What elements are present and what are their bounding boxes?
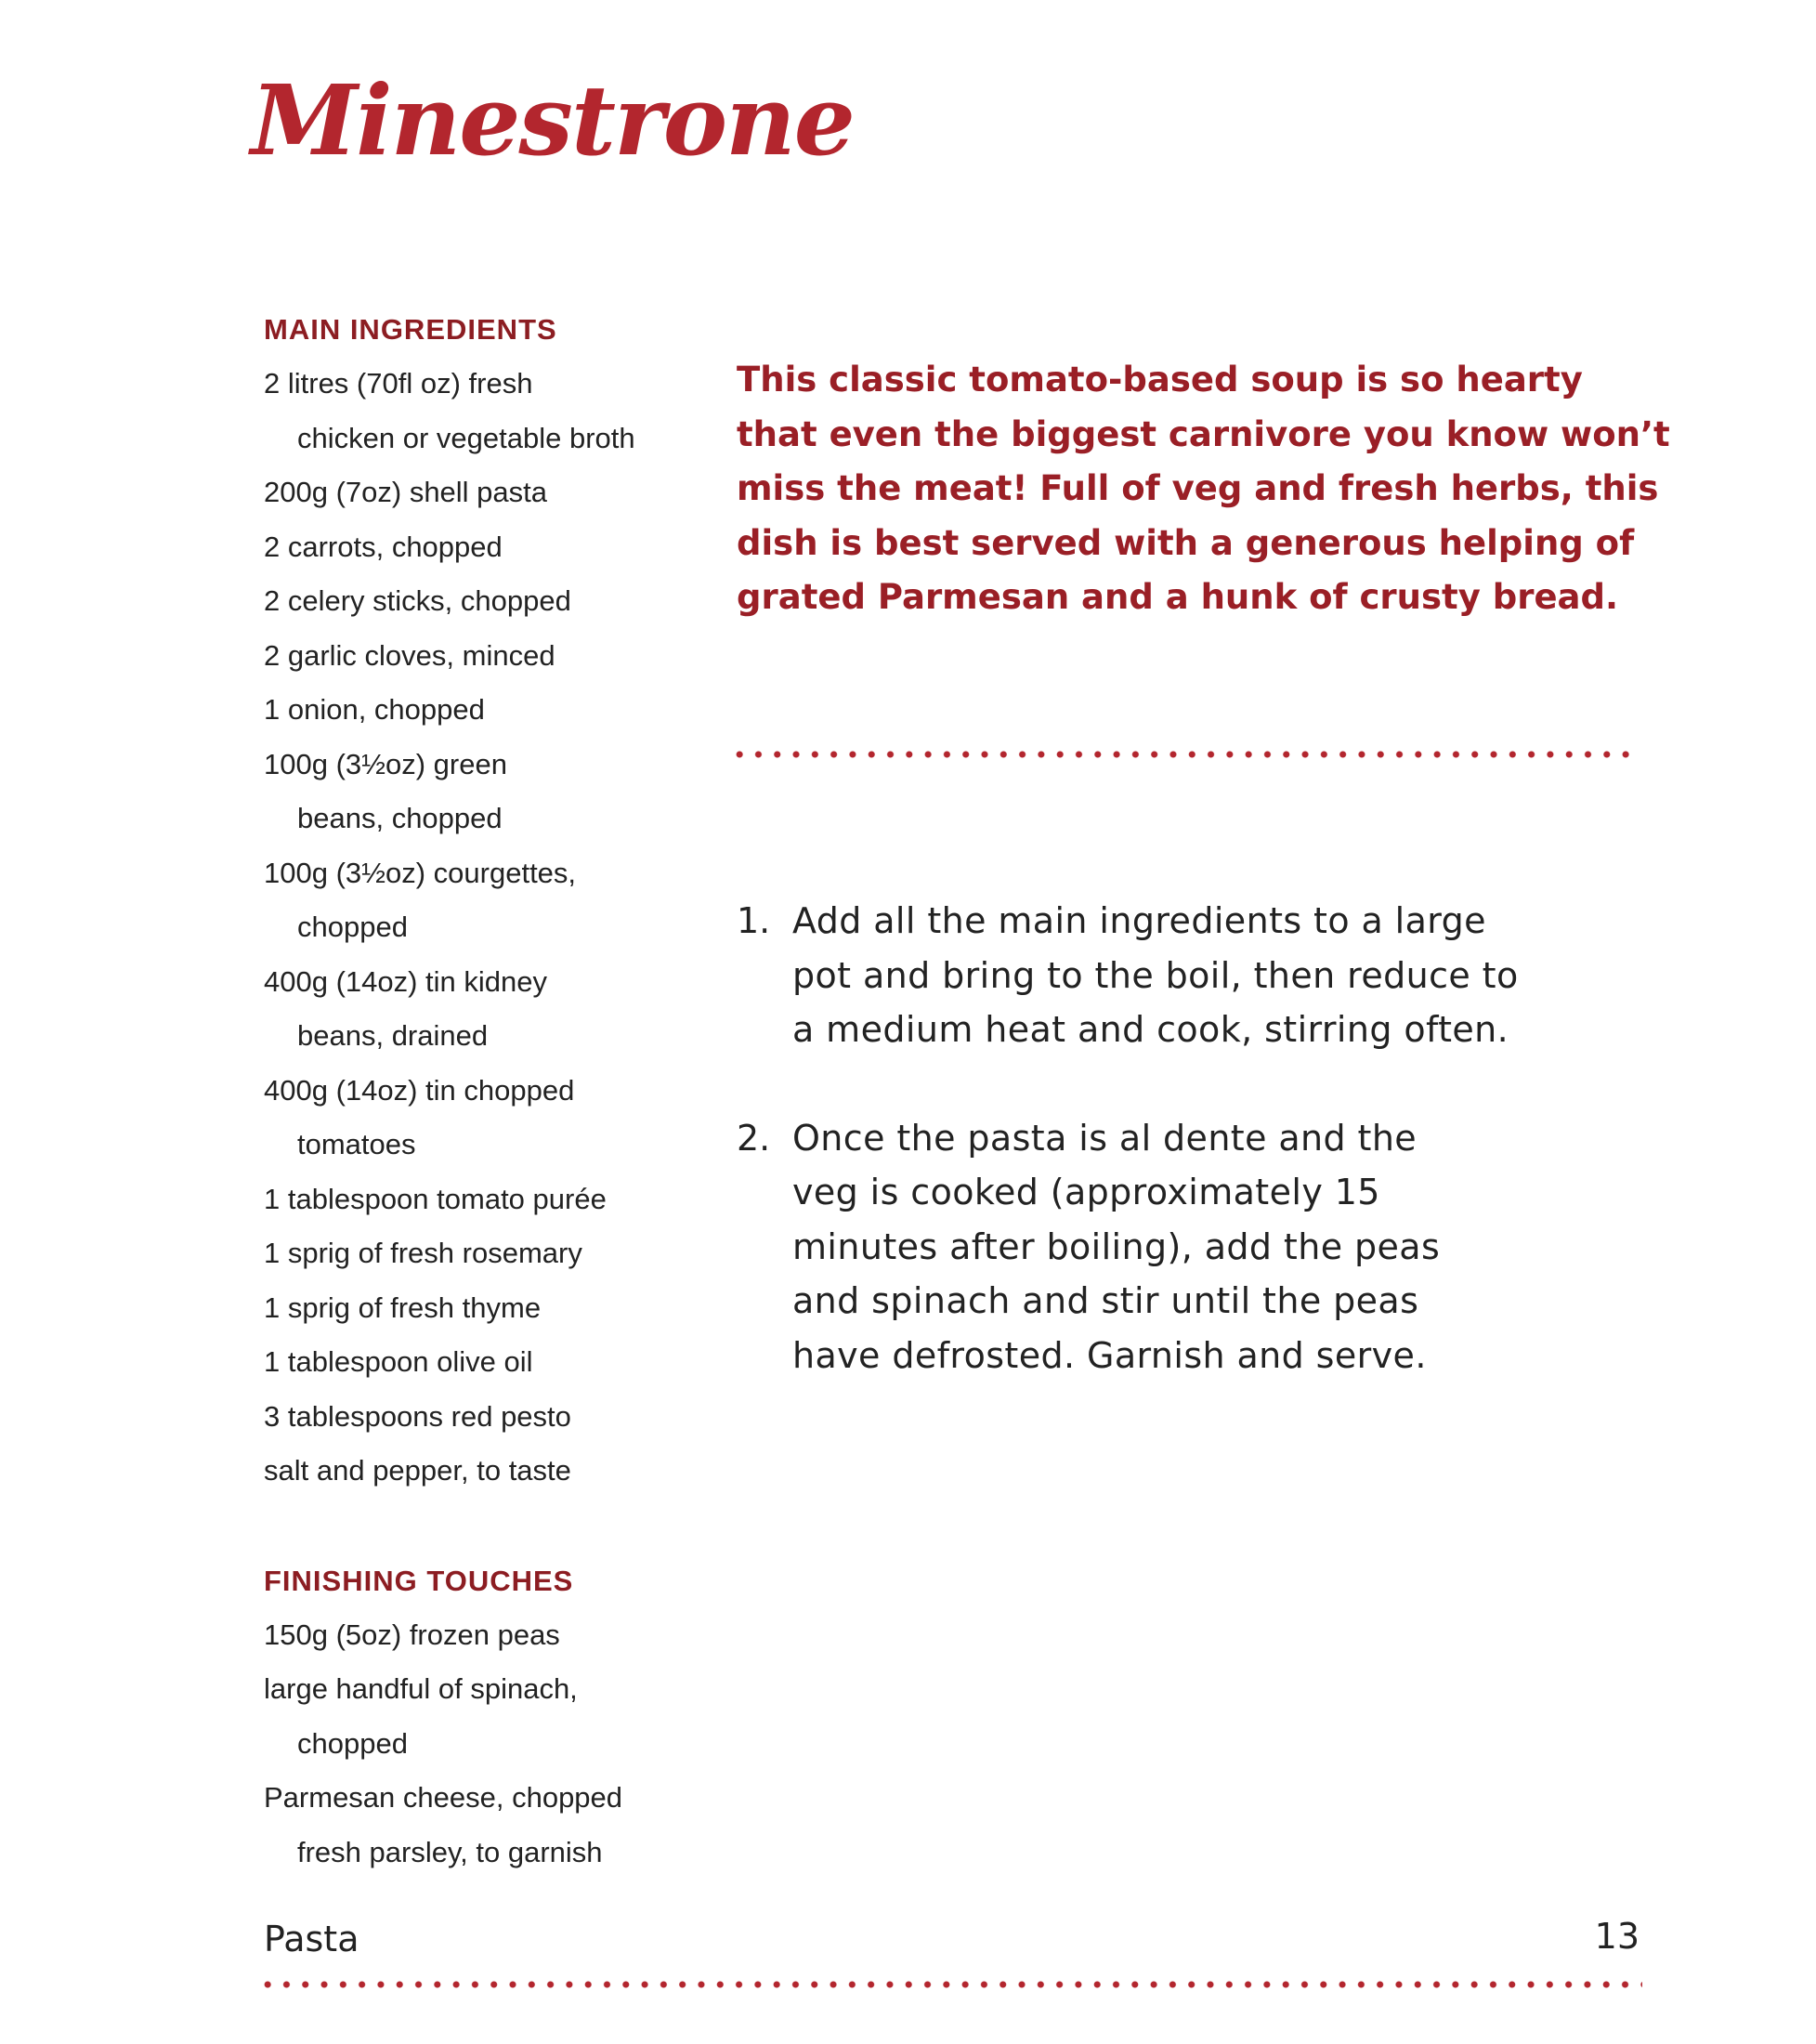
ingredient-line: 1 tablespoon olive oil [264, 1345, 533, 1378]
ingredient-line: fresh parsley, to garnish [297, 1835, 603, 1868]
ingredient-line: 150g (5oz) frozen peas [264, 1618, 560, 1651]
finishing-touches-list [264, 1608, 691, 1880]
ingredient-line: 1 tablespoon tomato purée [264, 1182, 607, 1215]
ingredient-line: 400g (14oz) tin kidney [264, 964, 548, 998]
ingredient-line: chopped [297, 911, 408, 943]
section-name: Pasta [264, 1919, 359, 1959]
ingredient-line: 1 onion, chopped [264, 693, 485, 726]
ingredient-line: 2 celery sticks, chopped [264, 584, 571, 617]
ingredient-line: 2 litres (70fl oz) fresh [264, 367, 533, 400]
step-text-line: pot and bring to the boil, then reduce to [792, 954, 1519, 996]
intro-line: This classic tomato-based soup is so hearty [737, 360, 1583, 400]
main-ingredients-list [264, 357, 691, 1499]
intro-line: miss the meat! Full of veg and fresh herbs, this [737, 468, 1659, 508]
ingredients-column [264, 303, 691, 1880]
intro-line: dish is best served with a generous helping of [737, 522, 1635, 563]
intro-line: grated Parmesan and a hunk of crusty bread. [737, 577, 1619, 617]
finishing-touches-heading: FINISHING TOUCHES [264, 1564, 574, 1597]
method-steps [737, 894, 1666, 1436]
main-ingredients-heading: MAIN INGREDIENTS [264, 313, 557, 346]
ingredient-line: Parmesan cheese, chopped [264, 1781, 623, 1814]
ingredient-line: chicken or vegetable broth [297, 421, 635, 454]
ingredient-line: large handful of spinach, [264, 1672, 578, 1705]
method-step [737, 1111, 1666, 1383]
dotted-divider [730, 750, 1640, 759]
step-number: 1. [737, 900, 771, 941]
page-number: 13 [1594, 1916, 1640, 1957]
recipe-title: Minestrone [251, 63, 854, 177]
step-text-line: a medium heat and cook, stirring often. [792, 1009, 1509, 1050]
step-text-line: Once the pasta is al dente and the [792, 1117, 1418, 1159]
step-text-line: Add all the main ingredients to a large [792, 900, 1486, 941]
step-text-line: have defrosted. Garnish and serve. [792, 1334, 1427, 1376]
ingredient-line: 200g (7oz) shell pasta [264, 476, 548, 508]
ingredient-line: salt and pepper, to taste [264, 1454, 571, 1487]
intro-line: that even the biggest carnivore you know won’t [737, 413, 1670, 454]
recipe-intro [737, 353, 1670, 625]
ingredient-line: tomatoes [297, 1128, 416, 1160]
ingredient-line: 2 carrots, chopped [264, 530, 503, 563]
footer-dotted-divider [258, 1980, 1642, 1989]
step-number: 2. [737, 1117, 771, 1159]
ingredient-line: 100g (3½oz) courgettes, [264, 856, 577, 889]
ingredient-line: beans, chopped [297, 802, 503, 834]
ingredient-line: chopped [297, 1726, 408, 1760]
ingredient-line: 100g (3½oz) green [264, 747, 507, 780]
step-text-line: and spinach and stir until the peas [792, 1280, 1419, 1321]
step-text-line: minutes after boiling), add the peas [792, 1225, 1441, 1267]
ingredient-line: 1 sprig of fresh rosemary [264, 1237, 582, 1269]
method-step [737, 894, 1666, 1057]
ingredient-line: 3 tablespoons red pesto [264, 1399, 571, 1433]
step-text-line: veg is cooked (approximately 15 [792, 1172, 1380, 1212]
ingredient-line: 2 garlic cloves, minced [264, 638, 555, 672]
ingredient-line: 1 sprig of fresh thyme [264, 1291, 542, 1324]
ingredient-line: 400g (14oz) tin chopped [264, 1073, 575, 1107]
ingredient-line: beans, drained [297, 1019, 489, 1052]
